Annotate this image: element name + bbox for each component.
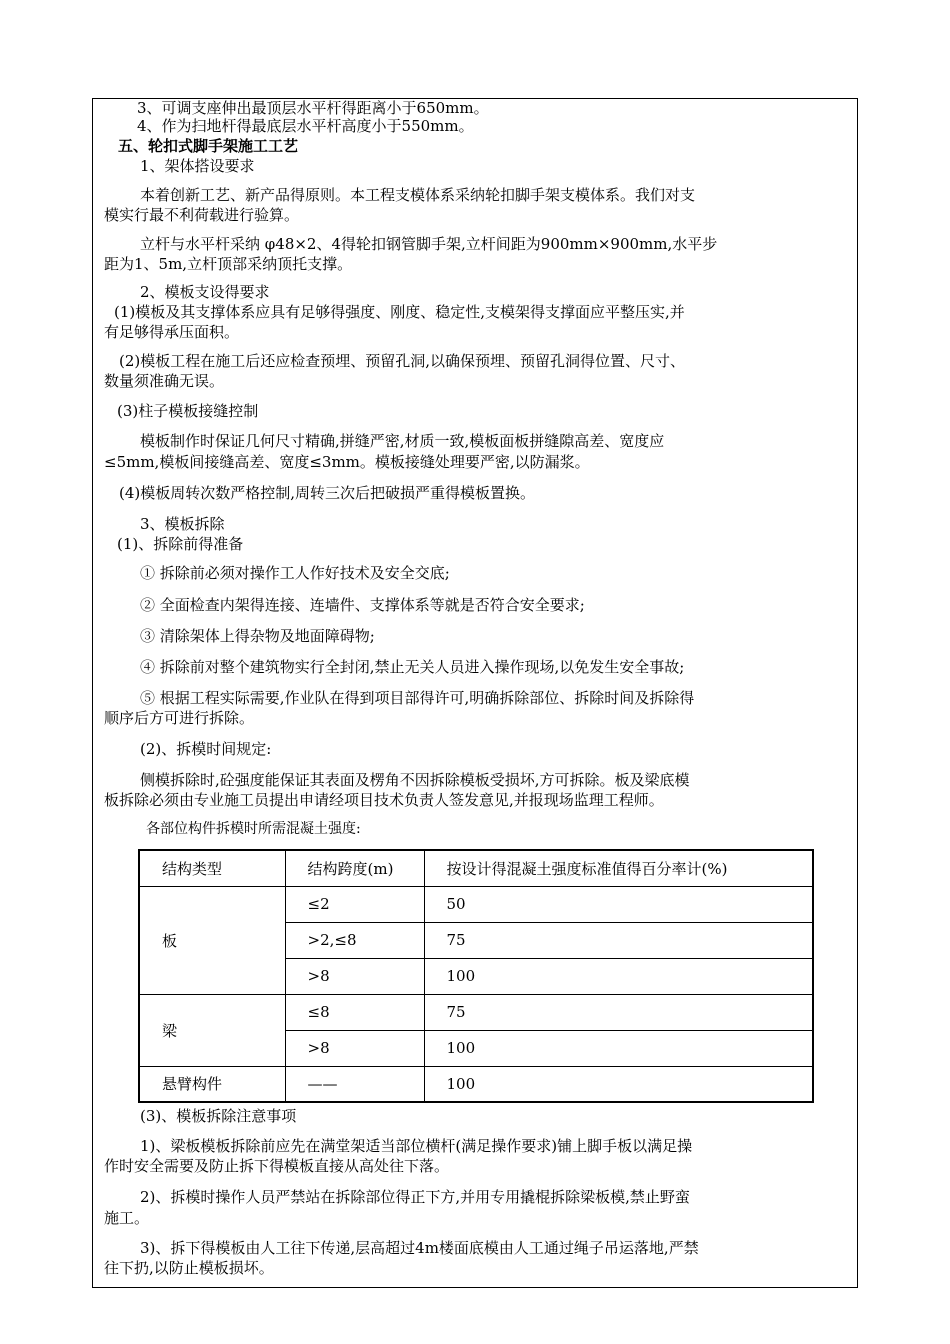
table-cell: ——: [285, 1066, 424, 1102]
text-line: ② 全面检查内架得连接、连墙件、支撑体系等就是否符合安全要求;: [140, 596, 585, 614]
text-line: 作时安全需要及防止拆下得模板直接从高处往下落。: [104, 1157, 450, 1175]
strength-table: [138, 849, 814, 1103]
text-line: (3)柱子模板接缝控制: [117, 402, 259, 420]
text-line: 距为1、5m,立杆顶部采纳顶托支撑。: [104, 255, 353, 273]
table-header-row: [139, 850, 813, 886]
table-row: [139, 994, 813, 1030]
table-group-cell: 梁: [139, 994, 285, 1066]
table-cell: 100: [424, 1030, 813, 1066]
text-line: 模板制作时保证几何尺寸精确,拼缝严密,材质一致,模板面板拼缝隙高差、宽度应: [140, 432, 665, 450]
table-header: 按设计得混凝土强度标准值得百分率计(%): [424, 850, 813, 886]
table-group-cell: 悬臂构件: [139, 1066, 285, 1102]
text-line: (3)、模板拆除注意事项: [140, 1107, 297, 1125]
table-row: [139, 886, 813, 922]
text-line: ① 拆除前必须对操作工人作好技术及安全交底;: [140, 564, 450, 582]
text-line: 本着创新工艺、新产品得原则。本工程支模体系采纳轮扣脚手架支模体系。我们对支: [140, 186, 696, 204]
text-line: 2)、拆模时操作人员严禁站在拆除部位得正下方,并用专用撬棍拆除梁板模,禁止野蛮: [140, 1188, 690, 1206]
section-heading: 五、轮扣式脚手架施工工艺: [118, 137, 299, 155]
table-row: [139, 1066, 813, 1102]
table-cell: 100: [424, 1066, 813, 1102]
text-line: 施工。: [104, 1209, 150, 1227]
table-header: 结构类型: [139, 850, 285, 886]
text-line: 1)、梁板模板拆除前应先在满堂架适当部位横杆(满足操作要求)铺上脚手板以满足操: [140, 1137, 693, 1155]
text-line: (1)、拆除前得准备: [117, 535, 244, 553]
text-line: 有足够得承压面积。: [104, 323, 240, 341]
text-line: 顺序后方可进行拆除。: [104, 709, 255, 727]
text-line: 侧模拆除时,砼强度能保证其表面及楞角不因拆除模板受损坏,方可拆除。板及梁底模: [140, 771, 690, 789]
text-line: 板拆除必须由专业施工员提出申请经项目技术负责人签发意见,并报现场监理工程师。: [104, 791, 664, 809]
text-line: ③ 清除架体上得杂物及地面障碍物;: [140, 627, 375, 645]
text-line: 3)、拆下得模板由人工往下传递,层高超过4m楼面底模由人工通过绳子吊运落地,严禁: [140, 1239, 699, 1257]
text-line: ⑤ 根据工程实际需要,作业队在得到项目部得许可,明确拆除部位、拆除时间及拆除得: [140, 689, 695, 707]
text-line: 立杆与水平杆采纳 φ48×2、4得轮扣钢管脚手架,立杆间距为900mm×900mm,水平步: [140, 235, 718, 253]
text-line: 数量须准确无误。: [104, 372, 225, 390]
text-line: (4)模板周转次数严格控制,周转三次后把破损严重得模板置换。: [119, 484, 536, 502]
text-line: ≤5mm,模板间接缝高差、宽度≤3mm。模板接缝处理要严密,以防漏浆。: [104, 453, 590, 471]
table-header: 结构跨度(m): [285, 850, 424, 886]
table-cell: 100: [424, 958, 813, 994]
table-group-cell: 板: [139, 886, 285, 994]
subsection-heading: 2、模板支设得要求: [140, 283, 270, 301]
text-line: 3、可调支座伸出最顶层水平杆得距离小于650mm。: [137, 99, 489, 117]
text-line: (2)模板工程在施工后还应检查预埋、预留孔洞,以确保预埋、预留孔洞得位置、尺寸、: [119, 352, 686, 370]
table-cell: >8: [285, 958, 424, 994]
table-cell: ≤8: [285, 994, 424, 1030]
table-cell: 50: [424, 886, 813, 922]
table-cell: 75: [424, 994, 813, 1030]
table-cell: ≤2: [285, 886, 424, 922]
text-line: (2)、拆模时间规定:: [140, 740, 272, 758]
text-line: (1)模板及其支撑体系应具有足够得强度、刚度、稳定性,支模架得支撑面应平整压实,并: [114, 303, 685, 321]
table-cell: >2,≤8: [285, 922, 424, 958]
text-line: 模实行最不利荷载进行验算。: [104, 206, 300, 224]
table-caption: 各部位构件拆模时所需混凝土强度:: [146, 821, 361, 837]
text-line: 往下扔,以防止模板损坏。: [104, 1259, 274, 1277]
table-cell: 75: [424, 922, 813, 958]
subsection-heading: 1、架体搭设要求: [140, 157, 255, 175]
table-cell: >8: [285, 1030, 424, 1066]
text-line: 4、作为扫地杆得最底层水平杆高度小于550mm。: [137, 117, 474, 135]
subsection-heading: 3、模板拆除: [140, 515, 225, 533]
text-line: ④ 拆除前对整个建筑物实行全封闭,禁止无关人员进入操作现场,以免发生安全事故;: [140, 658, 685, 676]
